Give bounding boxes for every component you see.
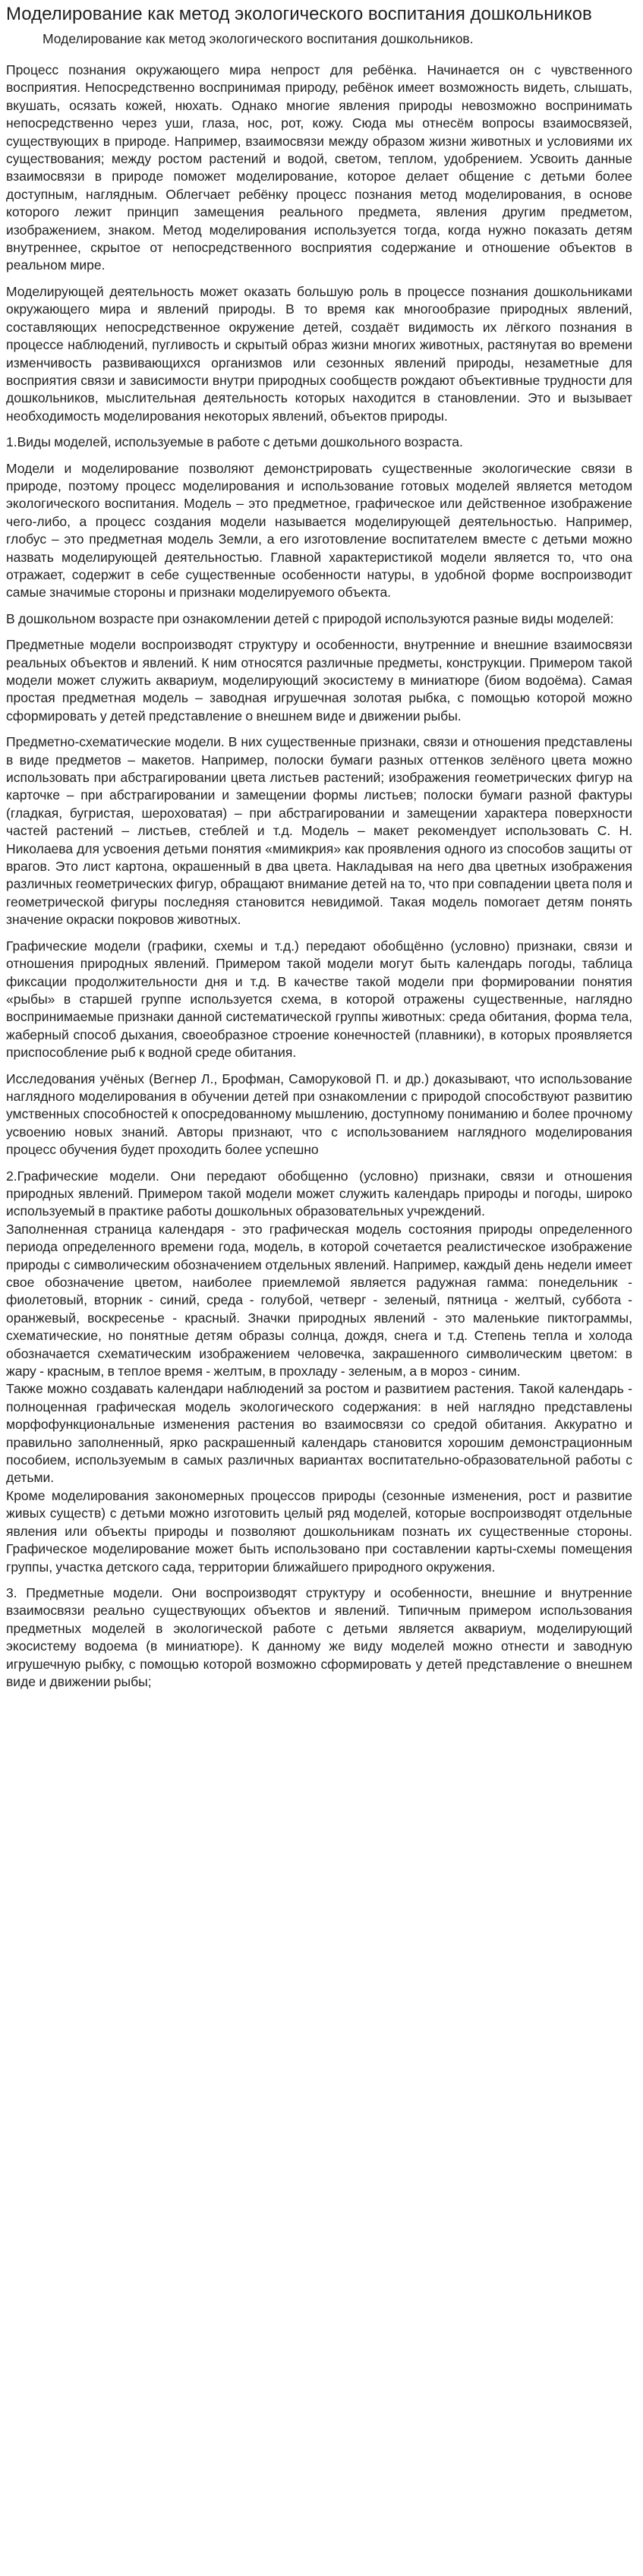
paragraph: Процесс познания окружающего мира непрост для ребёнка. Начинается он с чувственного восприятия. Непосредственно воспринимая природу, ребёнок имеет возможность видеть, слышать, вкушать, осязать кожей, нюхать. Однако многие явления природы невозможно воспринимать непосредственно через уши, глаза, нос, рот, кожу. Сюда мы отнесём вопросы взаимосвязей, существующих в природе. Например, взаимосвязи между образом жизни животных и условиями их существования; между ростом растений и водой, светом, теплом, удобрением. Усвоить данные взаимосвязи в природе поможет моделирование, которое делает общение с детьми более доступным, наглядным. Облегчает ребёнку процесс познания метод моделирования, в основе которого лежит принцип замещения реального предмета, явления другим предметом, изображением, знаком. Метод моделирования используется тогда, когда нужно показать детям внутреннее, скрытое от непосредственного восприятия содержание и отношение объектов в реальном мире. <box>6 62 632 273</box>
paragraph: 2.Графические модели. Они передают обобщенно (условно) признаки, связи и отношения природных явлений. Примером такой модели может служить календарь природы и погоды, широко используемый в практике работы дошкольных образовательных учреждений. <box>6 1168 632 1219</box>
paragraph: Модели и моделирование позволяют демонстрировать существенные экологические связи в природе, поэтому процесс моделирования и использование готовых моделей является методом экологического воспитания. Модель – это предметное, графическое или действенное изображение чего-либо, а процесс создания модели называется моделирующей деятельностью. Например, глобус – это предметная модель Земли, а его изготовление воспитателем вместе с детьми можно назвать моделирующей деятельностью. Главной характеристикой модели является то, что она отражает, содержит в себе существенные особенности натуры, в удобной форме воспроизводит самые значимые стороны и признаки моделируемого объекта. <box>6 460 632 601</box>
paragraph: Графические модели (графики, схемы и т.д.) передают обобщённо (условно) признаки, связи и отношения природных явлений. Примером такой модели могут быть календарь погоды, таблица фиксации продолжительности дня и т.д. В качестве такой модели при формировании понятия «рыбы» в старшей группе используется схема, в которой отражены существенные, наглядно воспринимаемые признаки данной систематической группы животных: среда обитания, форма тела, жаберный способ дыхания, своеобразное строение конечностей (плавники), в которых проявляется приспособление рыб к водной среде обитания. <box>6 938 632 1061</box>
paragraph: Заполненная страница календаря - это графическая модель состояния природы определенного периода определенного времени года, модель, в которой сочетается реалистическое изображение природы с символическим обозначением отдельных явлений. Например, каждый день недели имеет свое обозначение цветом, наиболее приемлемой является радужная гамма: понедельник - фиолетовый, вторник - синий, среда - голубой, четверг - зеленый, пятница - желтый, суббота - оранжевый, воскресенье - красный. Значки природных явлений - это маленькие пиктограммы, схематические, но понятные детям образы солнца, дождя, снега и т.д. Степень тепла и холода обозначается схематическим изображением человечка, закрашенного символическим цветом: в жару - красным, в теплое время - желтым, в прохладу - зеленым, а в мороз - синим. <box>6 1221 632 1379</box>
section-heading: 1.Виды моделей, используемые в работе с детьми дошкольного возраста. <box>6 434 463 450</box>
article-subtitle: Моделирование как метод экологического воспитания дошкольников. <box>43 31 474 46</box>
paragraph: Также можно создавать календари наблюдений за ростом и развитием растения. Такой календарь - полноценная графическая модель экологического содержания: в ней наглядно представлены морфофункциональные изменения растения во взаимосвязи со средой обитания. Аккуратно и правильно заполненный, ярко раскрашенный календарь становится хорошим демонстрационным пособием, используемым в самых различных вариантах воспитательно-образовательной работы с детьми. <box>6 1381 632 1486</box>
paragraph: Кроме моделирования закономерных процессов природы (сезонные изменения, рост и развитие живых существ) с детьми можно изготовить целый ряд моделей, которые воспроизводят отдельные явления или объекты природы и позволяют дошкольникам познать их существенные стороны. Графическое моделирование может быть использовано при составлении карты-схемы помещения группы, участка детского сада, территории ближайшего природного окружения. <box>6 1487 632 1575</box>
paragraph: Моделирующей деятельность может оказать большую роль в процессе познания дошкольниками окружающего мира и явлений природы. В то время как многообразие природных явлений, составляющих непосредственное окружение детей, создаёт видимость их лёгкого познания в процессе наблюдений, пугливость и скрытый образ жизни многих животных, растянутая во времени изменчивость развивающихся организмов или сезонных явлений природы, незаметные для восприятия связи и зависимости внутри природных сообществ рождают объективные трудности для дошкольников, мыслительная деятельность которых находится в становлении. Это и вызывает необходимость моделирования некоторых явлений, объектов природы. <box>6 283 632 424</box>
paragraph: 3. Предметные модели. Они воспроизводят структуру и особенности, внешние и внутренние взаимосвязи реально существующих объектов и явлений. Типичным примером использования предметных моделей в экологической работе с детьми является аквариум, моделирующий экосистему водоема (в миниатюре). К данному же виду моделей можно отнести и заводную игрушечную рыбку, с помощью которой возможно сформировать у детей представление о внешнем виде и движении рыбы; <box>6 1584 632 1689</box>
paragraph: Исследования учёных (Вегнер Л., Брофман, Саморуковой П. и др.) доказывают, что использование наглядного моделирования в обучении детей при ознакомлении с природой способствуют развитию умственных способностей к опосредованному мышлению, доступному пониманию и более прочному усвоению новых знаний. Авторы признают, что с использованием наглядного моделирования процесс обучения будет проходить более успешно <box>6 1070 632 1158</box>
paragraph: Предметные модели воспроизводят структуру и особенности, внутренние и внешние взаимосвязи реальных объектов и явлений. К ним относятся различные предметы, конструкции. Примером такой модели может служить аквариум, моделирующий экосистему в миниатюре (биом водоёма). Самая простая предметная модель – заводная игрушечная золотая рыбка, с помощью которой можно сформировать у детей представление о внешнем виде и движении рыбы. <box>6 637 632 724</box>
paragraph: Предметно-схематические модели. В них существенные признаки, связи и отношения представлены в виде предметов – макетов. Например, полоски бумаги разных оттенков зелёного цвета можно использовать при абстрагировании цвета листьев растений; изображения геометрических фигур на карточке – при абстрагировании и замещении формы листьев; полоски бумаги разной фактуры (гладкая, бугристая, шероховатая) – при абстрагировании и замещении характера поверхности частей растений – листьев, стеблей и т.д. Модель – макет рекомендует использовать С. Н. Николаева для усвоения детьми понятия «мимикрия» как проявления одного из способов защиты от врагов. Это лист картона, окрашенный в два цвета. Накладывая на него два цветных изображения различных геометрических фигур, обращают внимание детей на то, что при совпадении цвета поля и геометрической фигуры последняя становится невидимой. Такая модель помогает детям понять значение окраски покровов животных. <box>6 734 632 928</box>
paragraph: В дошкольном возрасте при ознакомлении детей с природой используются разные виды моделей: <box>6 610 614 626</box>
article-title: Моделирование как метод экологического воспитания дошкольников <box>6 4 592 24</box>
